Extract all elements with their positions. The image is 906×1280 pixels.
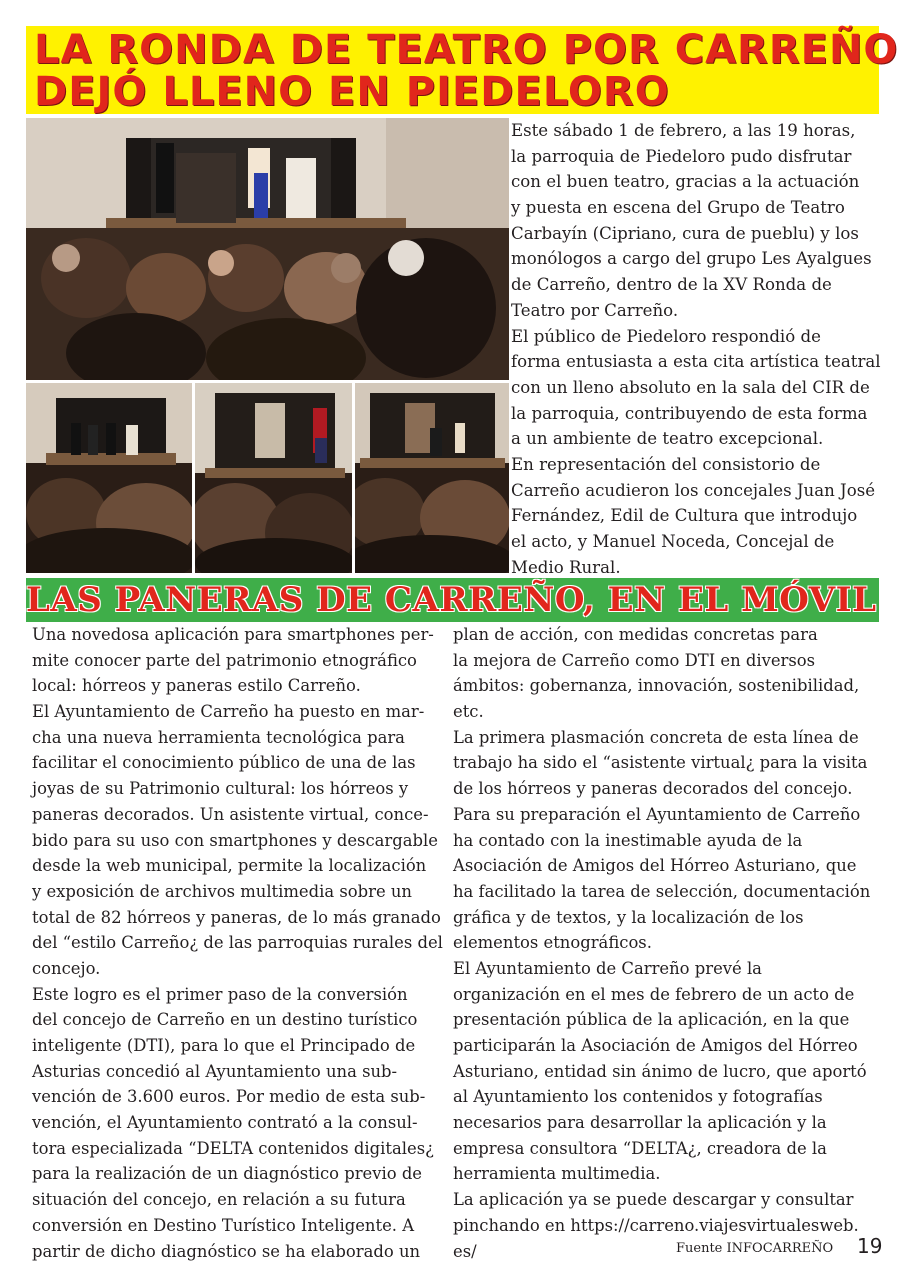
article2-left-line: local: hórreos y paneras estilo Carreño. bbox=[32, 676, 361, 696]
article2-left-line: mite conocer parte del patrimonio etnográfico bbox=[32, 650, 417, 670]
article2-left-line: del concejo de Carreño en un destino turístico bbox=[32, 1010, 418, 1030]
article2-left-line: total de 82 hórreos y paneras, de lo más granado bbox=[32, 907, 441, 927]
article2-right-line: etc. bbox=[453, 702, 484, 722]
article2-right-line: La aplicación ya se puede descargar y consultar bbox=[453, 1190, 854, 1210]
article1-body-line: Carreño acudieron los concejales Juan José bbox=[511, 480, 876, 500]
article2-right-line: ámbitos: gobernanza, innovación, sostenibilidad, bbox=[453, 676, 860, 696]
article1-headline-line-1: LA RONDA DE TEATRO POR CARREÑO bbox=[34, 27, 899, 73]
theatre-photo-scene bbox=[355, 383, 509, 573]
footer-source: Fuente INFOCARREÑO bbox=[676, 1241, 834, 1256]
article2-left-line: paneras decorados. Un asistente virtual, conce- bbox=[32, 804, 429, 824]
article2-headline: LAS PANERAS DE CARREÑO, EN EL MÓVIL bbox=[26, 580, 877, 620]
article2-right-line: ha contado con la inestimable ayuda de la bbox=[453, 830, 803, 850]
article1-headline-line-2: DEJÓ LLENO EN PIEDELORO bbox=[34, 69, 670, 115]
article2-left-line: concejo. bbox=[32, 958, 101, 978]
article2-left-line: para la realización de un diagnóstico previo de bbox=[32, 1164, 423, 1184]
article1-body-line: la parroquia, contribuyendo de esta forma bbox=[511, 403, 868, 423]
article2-left-line: situación del concejo, en relación a su futura bbox=[32, 1190, 406, 1210]
article2-left-line: partir de dicho diagnóstico se ha elaborado un bbox=[32, 1241, 421, 1261]
article2-right-line: es/ bbox=[453, 1241, 477, 1261]
article2-left-line: El Ayuntamiento de Carreño ha puesto en mar- bbox=[32, 702, 425, 722]
article2-left-line: conversión en Destino Turístico Inteligente. A bbox=[32, 1215, 415, 1235]
article1-body-line: Este sábado 1 de febrero, a las 19 horas, bbox=[511, 121, 856, 140]
article1-body-line: con un lleno absoluto en la sala del CIR de bbox=[511, 377, 870, 397]
article1-body-line: forma entusiasta a esta cita artística teatral bbox=[511, 352, 881, 372]
article1-headline-banner bbox=[26, 26, 899, 115]
theatre-photo-monologue bbox=[195, 383, 352, 573]
article2-right-line: trabajo ha sido el “asistente virtual¿ para la visita bbox=[453, 753, 868, 773]
article2-right-line: El Ayuntamiento de Carreño prevé la bbox=[453, 958, 762, 978]
article2-right-line: participarán la Asociación de Amigos del Hórreo bbox=[453, 1036, 858, 1055]
article2-right-line: herramienta multimedia. bbox=[453, 1164, 661, 1184]
article1-body-line: a un ambiente de teatro excepcional. bbox=[511, 429, 824, 449]
article2-left-line: vención, el Ayuntamiento contrató a la consul- bbox=[32, 1113, 418, 1133]
article2-right-line: presentación pública de la aplicación, en la que bbox=[453, 1010, 850, 1030]
theatre-main-photo bbox=[26, 118, 509, 380]
article2-headline-banner bbox=[26, 578, 879, 622]
article1-body-line: Carbayín (Cipriano, cura de pueblu) y los bbox=[511, 223, 859, 243]
article2-right-line: la mejora de Carreño como DTI en diversos bbox=[453, 650, 816, 670]
article2-right-line: necesarios para desarrollar la aplicación y la bbox=[453, 1113, 827, 1133]
article1-body-line: el acto, y Manuel Noceda, Concejal de bbox=[511, 532, 835, 551]
article2-right-column bbox=[453, 622, 870, 1264]
article2-right-line: Asociación de Amigos del Hórreo Asturiano, que bbox=[453, 856, 857, 876]
article2-left-column bbox=[32, 622, 443, 1264]
article2-left-line: facilitar el conocimiento público de una de las bbox=[32, 753, 416, 773]
article2-left-line: y exposición de archivos multimedia sobre un bbox=[32, 881, 412, 901]
article2-left-line: Una novedosa aplicación para smartphones per- bbox=[32, 625, 434, 644]
article1-body-line: El público de Piedeloro respondió de bbox=[511, 326, 821, 346]
article2-right-line: Para su preparación el Ayuntamiento de Carreño bbox=[453, 804, 861, 824]
article1-body-line: monólogos a cargo del grupo Les Ayalgues bbox=[511, 249, 872, 269]
page-number: 19 bbox=[857, 1234, 883, 1258]
article2-right-line: de los hórreos y paneras decorados del concejo. bbox=[453, 779, 853, 799]
article2-right-line: pinchando en https://carreno.viajesvirtualesweb. bbox=[453, 1215, 859, 1235]
article1-body-line: de Carreño, dentro de la XV Ronda de bbox=[511, 275, 832, 295]
theatre-photo-cast bbox=[26, 383, 192, 573]
article2-left-line: bido para su uso con smartphones y descargable bbox=[32, 830, 438, 850]
article1-body bbox=[511, 118, 881, 580]
article2-left-line: vención de 3.600 euros. Por medio de esta sub- bbox=[32, 1087, 426, 1107]
article2-left-line: Este logro es el primer paso de la conversión bbox=[32, 984, 408, 1004]
article1-body-line: Teatro por Carreño. bbox=[511, 300, 679, 320]
article2-right-line: Asturiano, entidad sin ánimo de lucro, que aportó bbox=[453, 1061, 867, 1081]
article1-body-line: Medio Rural. bbox=[511, 557, 621, 577]
article2-left-line: Asturias concedió al Ayuntamiento una sub- bbox=[32, 1061, 398, 1081]
article2-right-line: al Ayuntamiento los contenidos y fotografías bbox=[453, 1087, 823, 1107]
article2-left-line: desde la web municipal, permite la localización bbox=[32, 856, 427, 876]
article2-right-line: ha facilitado la tarea de selección, documentación bbox=[453, 881, 871, 901]
article2-right-line: plan de acción, con medidas concretas para bbox=[453, 625, 818, 644]
article2-right-line: empresa consultora “DELTA¿, creadora de la bbox=[453, 1138, 827, 1158]
article2-right-line: La primera plasmación concreta de esta línea de bbox=[453, 727, 859, 747]
article2-left-line: del “estilo Carreño¿ de las parroquias rurales del bbox=[32, 933, 443, 953]
article1-body-line: Fernández, Edil de Cultura que introdujo bbox=[511, 506, 858, 526]
article2-left-line: joyas de su Patrimonio cultural: los hórreos y bbox=[32, 779, 409, 799]
article2-right-line: gráfica y de textos, y la localización de los bbox=[453, 907, 804, 927]
article2-left-line: tora especializada “DELTA contenidos digitales¿ bbox=[32, 1138, 434, 1158]
article2-right-line: elementos etnográficos. bbox=[453, 933, 652, 953]
article1-body-line: En representación del consistorio de bbox=[511, 454, 821, 474]
article2-right-line: organización en el mes de febrero de un acto de bbox=[453, 984, 855, 1004]
article2-left-line: inteligente (DTI), para lo que el Principado de bbox=[32, 1036, 416, 1055]
article1-body-line: y puesta en escena del Grupo de Teatro bbox=[511, 198, 845, 218]
article1-body-line: la parroquia de Piedeloro pudo disfrutar bbox=[511, 146, 852, 166]
article1-body-line: con el buen teatro, gracias a la actuación bbox=[511, 172, 860, 192]
article2-left-line: cha una nueva herramienta tecnológica para bbox=[32, 727, 405, 747]
